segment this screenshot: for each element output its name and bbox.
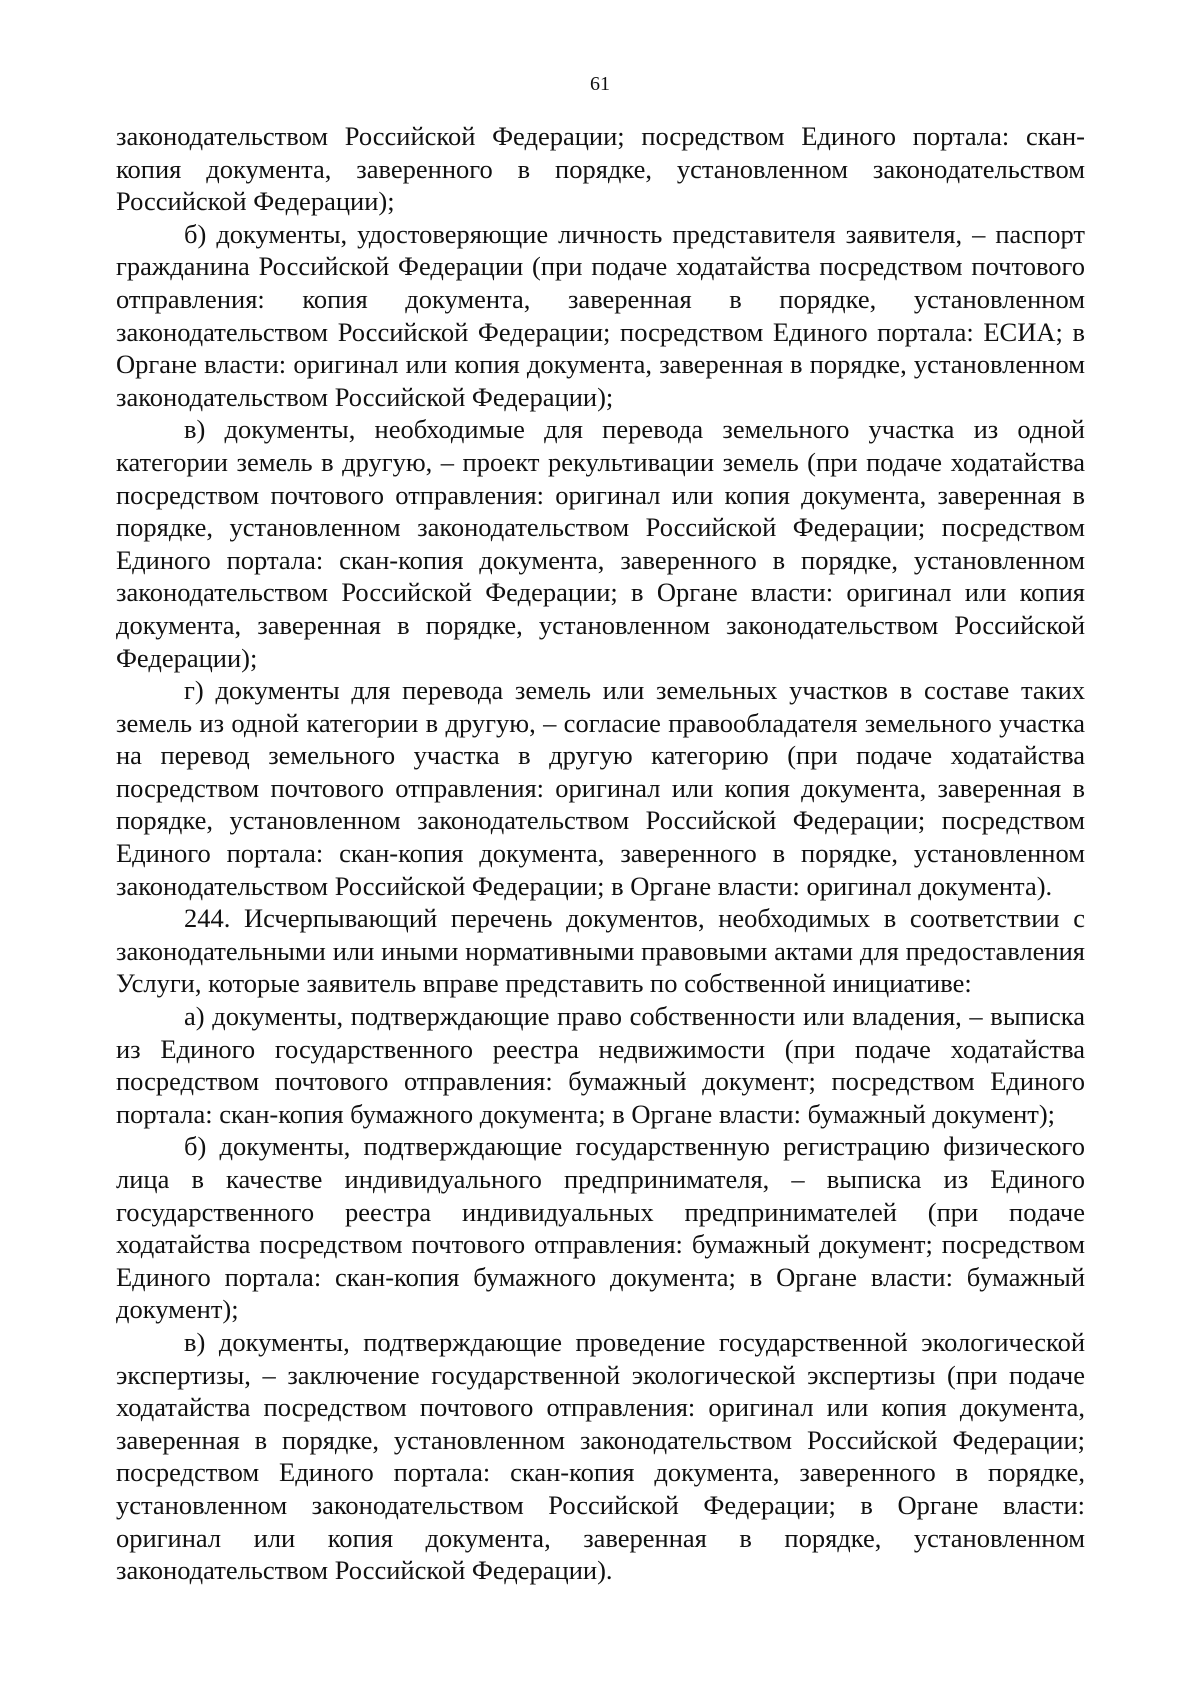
paragraph-item-g-owner-consent: г) документы для перевода земель или земельных участков в составе таких земель из одной категории в другую, – согласие правообладателя земельного участка на перевод земельного участка в другую категорию (при подаче ходатайства посредством почтового отправления: оригинал или копия документа, заверенная в порядке, установленном законодательством Российской Федерации; посредством Единого портала: скан-копия документа, заверенного в порядке, установленном законодательством Российской Федерации; в Органе власти: оригинал документа). xyxy=(116,675,1085,901)
page-number: 61 xyxy=(590,73,610,95)
paragraph-item-b-entrepreneur-registration: б) документы, подтверждающие государственную регистрацию физического лица в качестве индивидуального предпринимателя, – выписка из Единого государственного реестра индивидуальных предпринимателей (при подаче ходатайства посредством почтового отправления: бумажный документ; посредством Единого портала: скан-копия бумажного документа; в Органе власти: бумажный документ); xyxy=(116,1131,1085,1325)
paragraph-item-b-representative-id: б) документы, удостоверяющие личность представителя заявителя, – паспорт гражданина Российской Федерации (при подаче ходатайства посредством почтового отправления: копия документа, заверенная в порядке, установленном законодательством Российской Федерации; посредством Единого портала: ЕСИА; в Органе власти: оригинал или копия документа, заверенная в порядке, установленном законодательством Российской Федерации); xyxy=(116,218,1085,412)
paragraph-244-document-list: 244. Исчерпывающий перечень документов, необходимых в соответствии с законодательными или иными нормативными правовыми актами для предоставления Услуги, которые заявитель вправе представить по собственной инициативе: xyxy=(116,903,1085,999)
document-body xyxy=(116,120,1085,1587)
paragraph-item-v-ecological-expertise: в) документы, подтверждающие проведение государственной экологической экспертизы, – заключение государственной экологической экспертизы (при подаче ходатайства посредством почтового отправления: оригинал или копия документа, заверенная в порядке, установленном законодательством Российской Федерации; посредством Единого портала: скан-копия документа, заверенного в порядке, установленном законодательством Российской Федерации; в Органе власти: оригинал или копия документа, заверенная в порядке, установленном законодательством Российской Федерации). xyxy=(116,1326,1085,1586)
paragraph-continuation: законодательством Российской Федерации; посредством Единого портала: скан-копия документа, заверенного в порядке, установленном законодательством Российской Федерации); xyxy=(116,121,1085,217)
paragraph-item-v-land-transfer-docs: в) документы, необходимые для перевода земельного участка из одной категории земель в другую, – проект рекультивации земель (при подаче ходатайства посредством почтового отправления: оригинал или копия документа, заверенная в порядке, установленном законодательством Российской Федерации; посредством Единого портала: скан-копия документа, заверенного в порядке, установленном законодательством Российской Федерации; в Органе власти: оригинал или копия документа, заверенная в порядке, установленном законодательством Российской Федерации); xyxy=(116,414,1085,673)
paragraph-item-a-ownership-extract: а) документы, подтверждающие право собственности или владения, – выписка из Единого государственного реестра недвижимости (при подаче ходатайства посредством почтового отправления: бумажный документ; посредством Единого портала: скан-копия бумажного документа; в Органе власти: бумажный документ); xyxy=(116,1001,1085,1129)
